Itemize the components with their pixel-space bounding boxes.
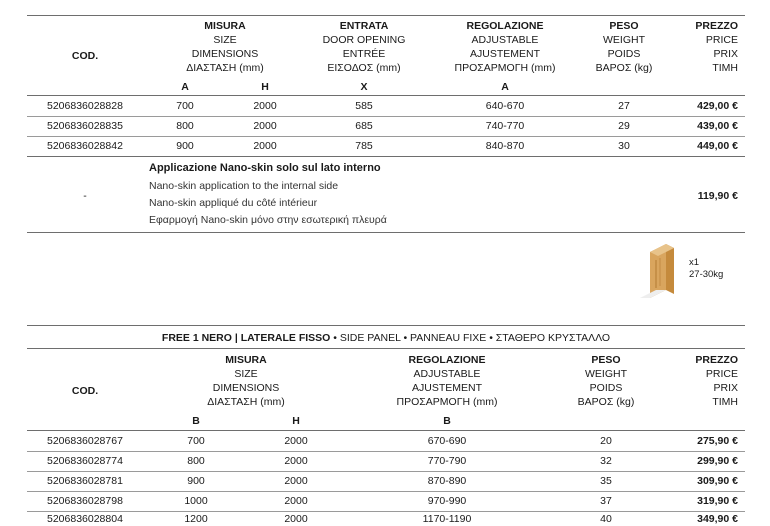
t1-row-rule xyxy=(27,156,745,157)
t1-nano-en: Nano-skin application to the internal side xyxy=(149,180,339,192)
t2-row3-cod: 5206836028781 xyxy=(47,475,123,487)
t1-prezzo-en: PRICE xyxy=(705,34,738,46)
t1-prezzo-fr: PRIX xyxy=(713,48,738,60)
t1-row3-h: 2000 xyxy=(253,140,277,152)
t1-entrata-it: ENTRATA xyxy=(339,20,389,32)
t2-row2-b: 800 xyxy=(187,455,205,467)
t2-row4-h: 2000 xyxy=(284,495,308,507)
t1-misura-it: MISURA xyxy=(204,20,246,32)
t1-entrata-en: DOOR OPENING xyxy=(322,34,406,46)
t2-title-rule xyxy=(27,348,745,349)
t1-peso-fr: POIDS xyxy=(607,48,641,60)
t2-prezzo-gr: ΤΙΜΗ xyxy=(712,396,738,408)
t1-peso-it: PESO xyxy=(609,20,639,32)
t2-misura-it: MISURA xyxy=(225,354,267,366)
t1-row1-x: 585 xyxy=(355,100,373,112)
t2-title xyxy=(162,331,610,345)
t2-row1-reg: 670-690 xyxy=(427,435,467,447)
t1-reg-fr: AJUSTEMENT xyxy=(469,48,540,60)
t1-reg-gr: ΠΡΟΣΑΡΜΟΓΗ (mm) xyxy=(454,62,556,74)
t1-nano-title: Applicazione Nano-skin solo sul lato interno xyxy=(149,162,381,174)
t1-sub-h: H xyxy=(261,81,269,93)
t2-misura-en: SIZE xyxy=(234,368,258,380)
t2-prezzo-header xyxy=(695,353,738,409)
t2-row1-b: 700 xyxy=(187,435,205,447)
t1-sub-a: A xyxy=(181,81,189,93)
t2-row4-reg: 970-990 xyxy=(427,495,467,507)
t2-row3-peso: 35 xyxy=(600,475,612,487)
t2-row-rule xyxy=(27,451,745,452)
t2-cod-header: COD. xyxy=(71,385,99,397)
t1-misura-gr: ΔΙΑΣΤΑΣΗ (mm) xyxy=(186,62,264,74)
t2-header-rule xyxy=(27,430,745,431)
t1-row3-x: 785 xyxy=(355,140,373,152)
t1-nano-fr: Nano-skin appliqué du côté intérieur xyxy=(149,197,318,209)
t2-misura-gr: ΔΙΑΣΤΑΣΗ (mm) xyxy=(207,396,285,408)
t2-peso-en: WEIGHT xyxy=(584,368,627,380)
t1-row-rule xyxy=(27,136,745,137)
t2-row1-h: 2000 xyxy=(284,435,308,447)
t1-row2-a: 800 xyxy=(176,120,194,132)
t1-nano-cod: - xyxy=(83,190,87,202)
t1-prezzo-gr: ΤΙΜΗ xyxy=(712,62,738,74)
t1-cod-header: COD. xyxy=(71,50,99,62)
t2-row3-price: 309,90 € xyxy=(697,475,738,487)
t2-row3-h: 2000 xyxy=(284,475,308,487)
t2-row1-peso: 20 xyxy=(600,435,612,447)
t2-row-rule xyxy=(27,491,745,492)
t1-row-rule xyxy=(27,116,745,117)
t2-row-rule xyxy=(27,511,745,512)
t1-row1-a: 700 xyxy=(176,100,194,112)
t1-peso-gr: ΒΑΡΟΣ (kg) xyxy=(595,62,653,74)
t2-prezzo-en: PRICE xyxy=(705,368,738,380)
t1-row1-reg: 640-670 xyxy=(485,100,525,112)
t1-row2-reg: 740-770 xyxy=(485,120,525,132)
t2-row4-cod: 5206836028798 xyxy=(47,495,123,507)
t1-row1-h: 2000 xyxy=(253,100,277,112)
t2-peso-header xyxy=(578,353,635,409)
t2-reg-en: ADJUSTABLE xyxy=(413,368,481,380)
t2-reg-fr: AJUSTEMENT xyxy=(411,382,482,394)
t1-row3-price: 449,00 € xyxy=(697,140,738,152)
t1-row3-peso: 30 xyxy=(618,140,630,152)
t2-prezzo-fr: PRIX xyxy=(713,382,738,394)
t2-row1-cod: 5206836028767 xyxy=(47,435,123,447)
t1-nano-price: 119,90 € xyxy=(697,190,738,202)
t2-misura-header xyxy=(207,353,285,409)
t1-sub-a2: A xyxy=(501,81,509,93)
t1-entrata-fr: ENTRÉE xyxy=(342,48,386,60)
t1-misura-fr: DIMENSIONS xyxy=(191,48,259,60)
package-box-icon xyxy=(636,238,684,300)
t1-entrata-gr: ΕΙΣΟΔΟΣ (mm) xyxy=(327,62,401,74)
t2-row5-b: 1200 xyxy=(184,513,208,525)
t2-row3-b: 900 xyxy=(187,475,205,487)
t1-prezzo-it: PREZZO xyxy=(695,20,738,32)
t1-misura-en: SIZE xyxy=(213,34,237,46)
t2-sub-b: B xyxy=(192,415,200,427)
t2-row1-price: 275,90 € xyxy=(697,435,738,447)
t2-row2-peso: 32 xyxy=(600,455,612,467)
t1-row2-peso: 29 xyxy=(618,120,630,132)
t1-nano-gr: Εφαρμογή Nano-skin μόνο στην εσωτερική πλευρά xyxy=(149,214,387,226)
t1-row3-cod: 5206836028842 xyxy=(47,140,123,152)
package-weight: 27-30kg xyxy=(689,269,724,280)
t1-reg-it: REGOLAZIONE xyxy=(466,20,544,32)
t1-row3-a: 900 xyxy=(176,140,194,152)
table2-top-rule xyxy=(27,325,745,326)
t2-reg-it: REGOLAZIONE xyxy=(408,354,486,366)
t1-bottom-rule xyxy=(27,232,745,233)
t2-reg-gr: ΠΡΟΣΑΡΜΟΓΗ (mm) xyxy=(396,396,498,408)
t2-row5-reg: 1170-1190 xyxy=(422,513,472,525)
t2-row5-cod: 5206836028804 xyxy=(47,513,123,525)
t2-row2-cod: 5206836028774 xyxy=(47,455,123,467)
t2-row2-h: 2000 xyxy=(284,455,308,467)
t2-sub-h: H xyxy=(292,415,300,427)
t1-row2-x: 685 xyxy=(355,120,373,132)
t1-row2-cod: 5206836028835 xyxy=(47,120,123,132)
package-qty: x1 xyxy=(689,257,700,268)
t1-misura-header xyxy=(186,19,264,75)
t1-prezzo-header xyxy=(695,19,738,75)
t2-row4-peso: 37 xyxy=(600,495,612,507)
t1-row1-price: 429,00 € xyxy=(697,100,738,112)
t2-row3-reg: 870-890 xyxy=(427,475,467,487)
t1-entrata-header xyxy=(323,19,406,75)
t2-row-rule xyxy=(27,471,745,472)
t2-row5-h: 2000 xyxy=(284,513,308,525)
t1-row1-peso: 27 xyxy=(618,100,630,112)
t1-row3-reg: 840-870 xyxy=(485,140,525,152)
t2-title-bold: FREE 1 NERO | LATERALE FISSO xyxy=(161,332,331,344)
t2-peso-fr: POIDS xyxy=(589,382,623,394)
table1-top-rule xyxy=(27,15,745,16)
t1-row2-price: 439,00 € xyxy=(697,120,738,132)
t2-sub-b2: B xyxy=(443,415,451,427)
t1-header-rule xyxy=(27,95,745,96)
t2-prezzo-it: PREZZO xyxy=(695,354,738,366)
t1-reg-en: ADJUSTABLE xyxy=(471,34,539,46)
t1-row1-cod: 5206836028828 xyxy=(47,100,123,112)
t2-row2-price: 299,90 € xyxy=(697,455,738,467)
t2-peso-gr: ΒΑΡΟΣ (kg) xyxy=(577,396,635,408)
t2-row2-reg: 770-790 xyxy=(427,455,467,467)
t2-row5-price: 349,90 € xyxy=(697,513,738,525)
t2-peso-it: PESO xyxy=(591,354,621,366)
t1-regolazione-header xyxy=(455,19,556,75)
t1-peso-header xyxy=(596,19,653,75)
t2-regolazione-header xyxy=(397,353,498,409)
t1-sub-x: X xyxy=(360,81,368,93)
t1-peso-en: WEIGHT xyxy=(602,34,645,46)
t1-row2-h: 2000 xyxy=(253,120,277,132)
t2-misura-fr: DIMENSIONS xyxy=(212,382,280,394)
t2-row4-price: 319,90 € xyxy=(697,495,738,507)
t2-row5-peso: 40 xyxy=(600,513,612,525)
t2-title-rest: • SIDE PANEL • PANNEAU FIXE • ΣΤΑΘΕΡΟ ΚΡΥΣΤΑΛΛΟ xyxy=(330,332,611,344)
t2-row4-b: 1000 xyxy=(184,495,208,507)
